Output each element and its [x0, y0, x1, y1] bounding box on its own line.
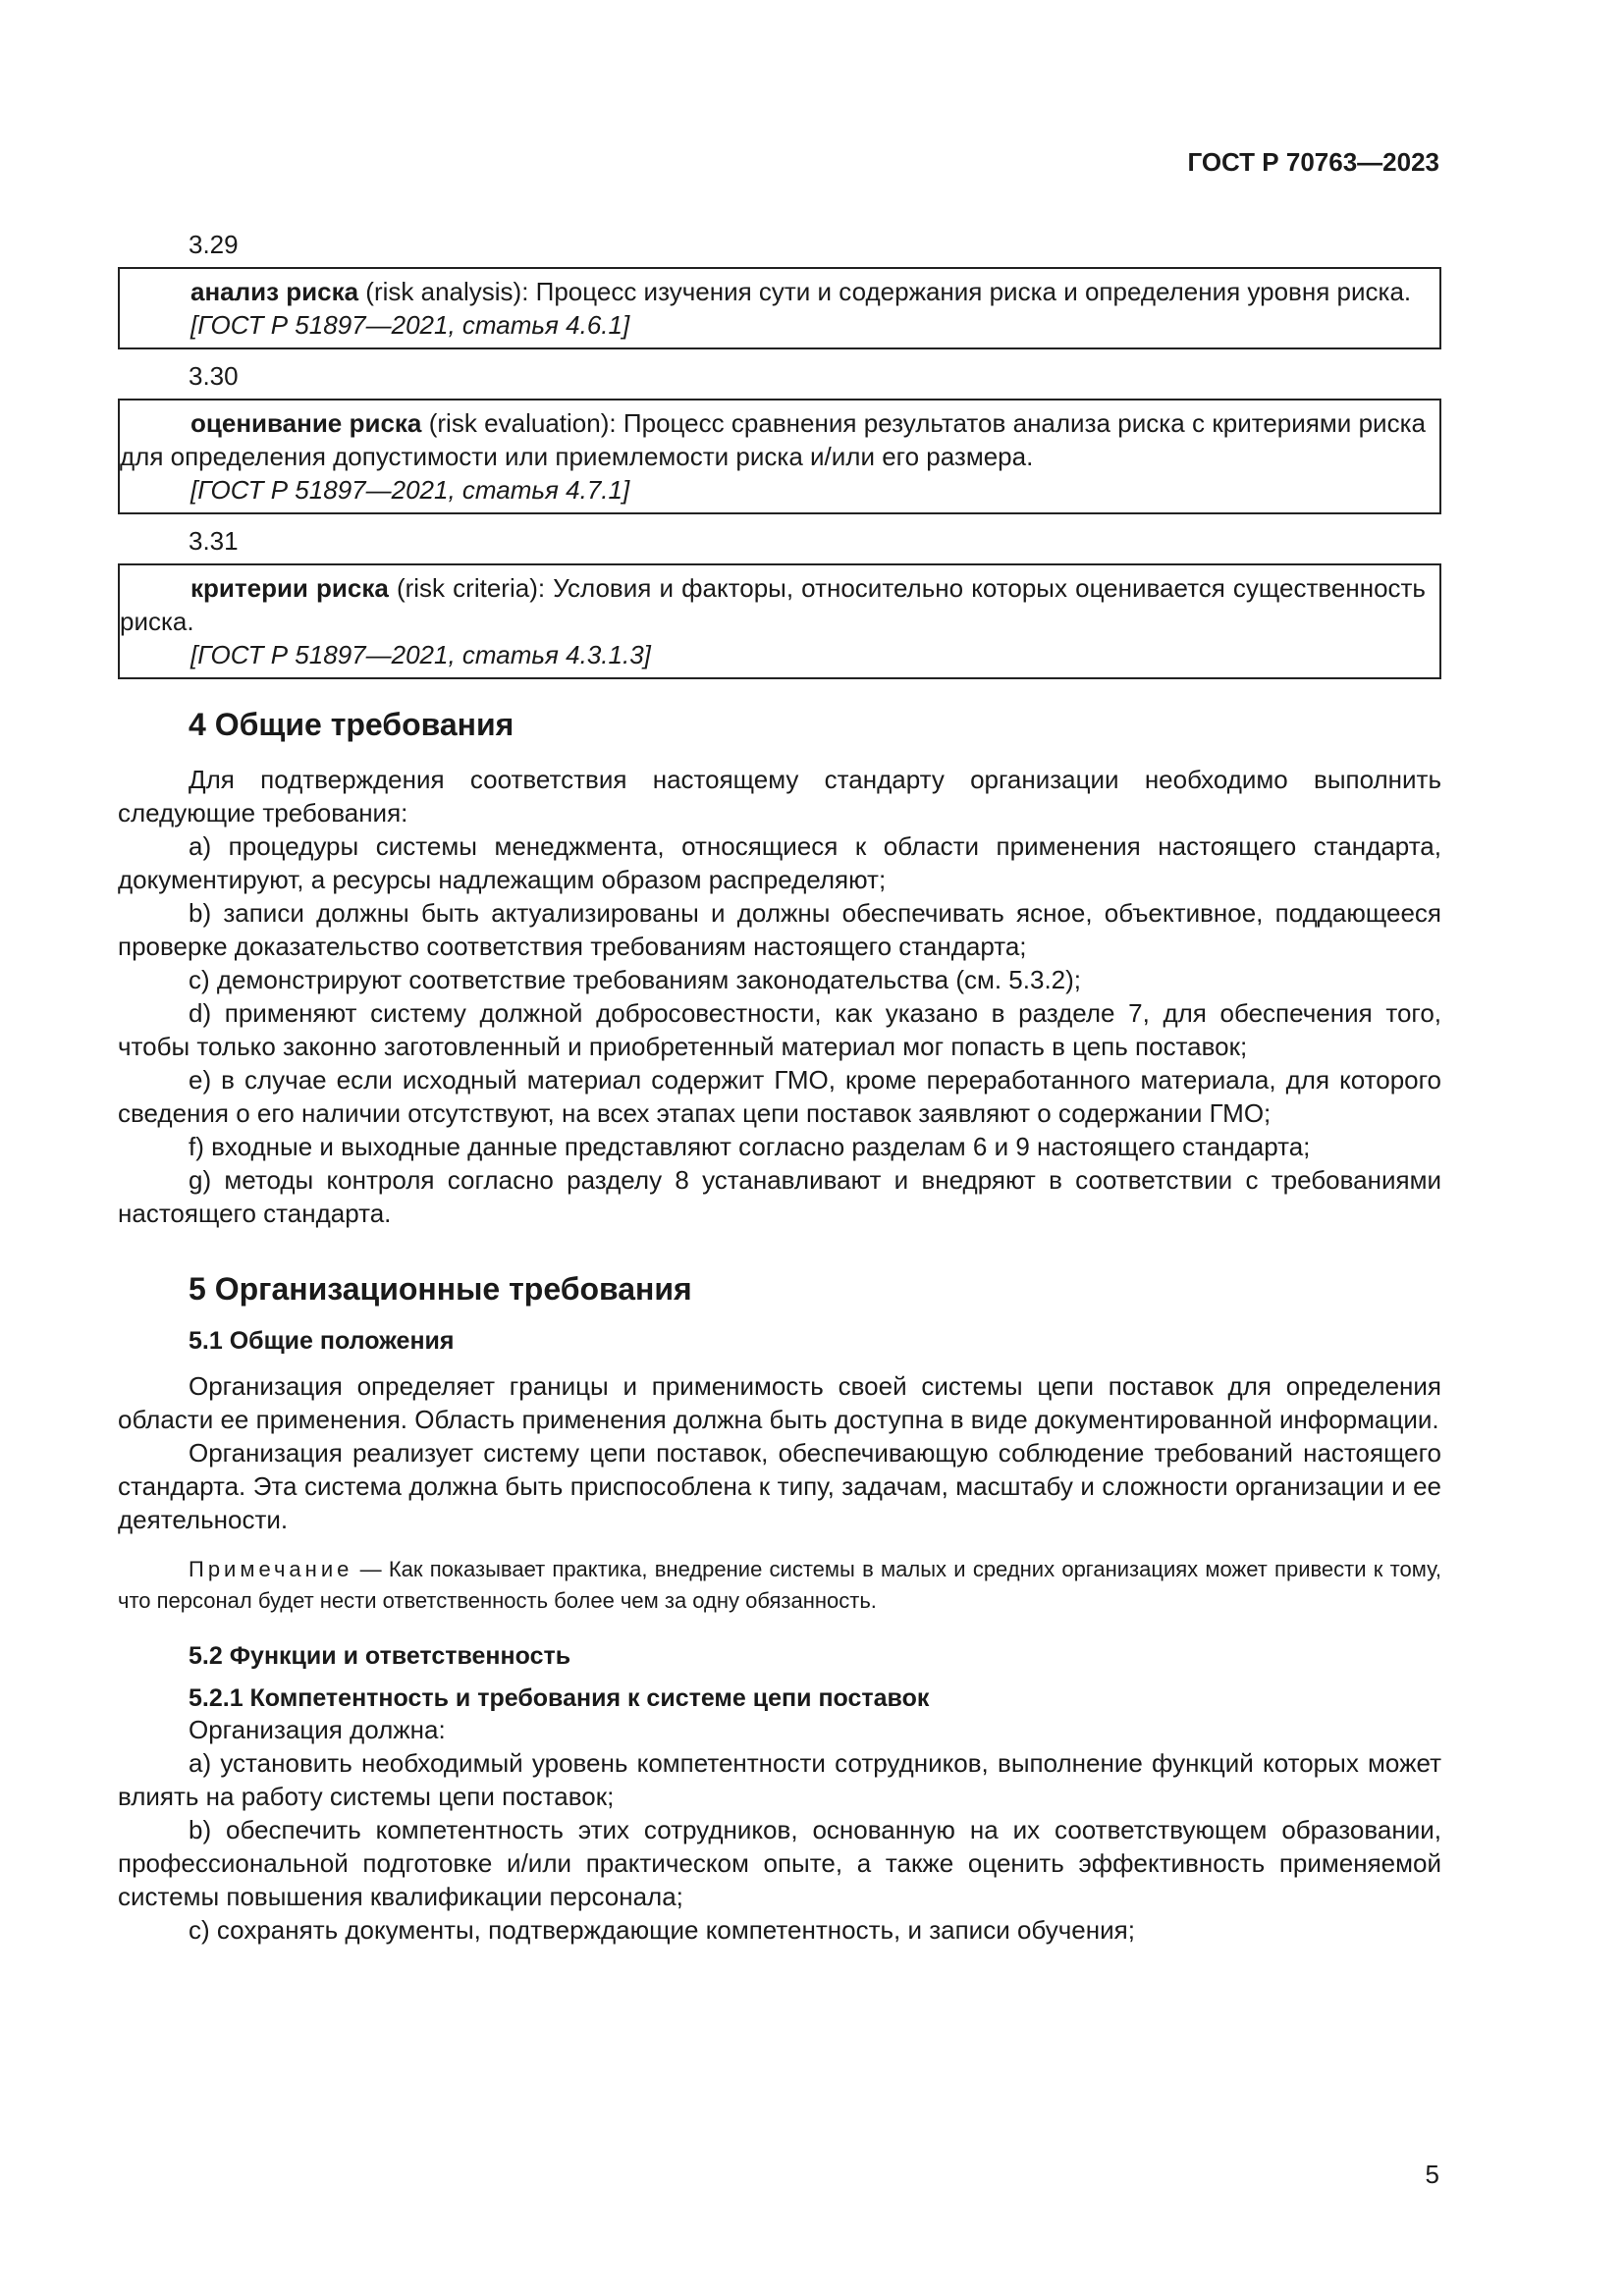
term-definition: критерии риска (risk criteria): Условия и факторы, относительно которых оценивается существенность риска.: [120, 573, 1426, 636]
subsection-5-2-heading: 5.2 Функции и ответственность: [189, 1642, 571, 1670]
term-definition: анализ риска (risk analysis): Процесс изучения сути и содержания риска и определения уровня риска.: [190, 277, 1412, 306]
term-reference: [ГОСТ Р 51897—2021, статья 4.3.1.3]: [190, 640, 651, 669]
page-body: [118, 147, 1441, 1947]
term-box: [118, 399, 1441, 514]
list-item: a) процедуры системы менеджмента, относящиеся к области применения настоящего стандарта, документируют, а ресурсы надлежащим образом распределяют;: [118, 831, 1441, 894]
subsection-5-1-heading: 5.1 Общие положения: [189, 1327, 455, 1355]
list-item: g) методы контроля согласно разделу 8 устанавливают и внедряют в соответствии с требованиями настоящего стандарта.: [118, 1165, 1441, 1228]
term-number: 3.29: [189, 230, 239, 259]
document-id-header: ГОСТ Р 70763—2023: [1187, 147, 1439, 177]
page-number: 5: [1425, 2160, 1439, 2189]
term-reference: [ГОСТ Р 51897—2021, статья 4.6.1]: [190, 310, 630, 340]
subsection-5-2-1-heading: 5.2.1 Компетентность и требования к системе цепи поставок: [189, 1684, 930, 1712]
list-item: b) записи должны быть актуализированы и должны обеспечивать ясное, объективное, поддающееся проверке доказательство соответствия требованиям настоящего стандарта;: [118, 898, 1441, 961]
note: Примечание — Как показывает практика, внедрение системы в малых и средних организациях может привести к тому, что персонал будет нести ответственность более чем за одну обязанность.: [118, 1557, 1441, 1613]
term-box: [118, 267, 1441, 349]
list-item: c) сохранять документы, подтверждающие компетентность, и записи обучения;: [189, 1915, 1135, 1945]
term-name: критерии риска: [190, 573, 389, 603]
paragraph: Организация определяет границы и применимость своей системы цепи поставок для определения области ее применения. Область применения должна быть доступна в виде документированной информации.: [118, 1371, 1441, 1434]
paragraph: Организация реализует систему цепи поставок, обеспечивающую соблюдение требований настоящего стандарта. Эта система должна быть приспособлена к типу, задачам, масштабу и сложности организации и ее деятельности.: [118, 1438, 1441, 1534]
term-number: 3.30: [189, 361, 239, 391]
term-reference: [ГОСТ Р 51897—2021, статья 4.7.1]: [190, 475, 630, 505]
list-item: e) в случае если исходный материал содержит ГМО, кроме переработанного материала, для которого сведения о его наличии отсутствуют, на всех этапах цепи поставок заявляют о содержании ГМО;: [118, 1065, 1441, 1128]
list-item: b) обеспечить компетентность этих сотрудников, основанную на их соответствующем образовании, профессиональной подготовке и/или практическом опыте, а также оценить эффективность применяемой системы повышения квалификации персонала;: [118, 1815, 1441, 1911]
term-name: оценивание риска: [190, 408, 422, 438]
paragraph: Организация должна:: [189, 1715, 446, 1744]
note-label: Примечание: [189, 1557, 353, 1581]
term-definition: оценивание риска (risk evaluation): Процесс сравнения результатов анализа риска с критериями риска для определения допустимости или приемлемости риска и/или его размера.: [120, 408, 1426, 471]
list-item: f) входные и выходные данные представляют согласно разделам 6 и 9 настоящего стандарта;: [189, 1132, 1311, 1161]
term-name: анализ риска: [190, 277, 359, 306]
term-number: 3.31: [189, 526, 239, 556]
list-item: a) установить необходимый уровень компетентности сотрудников, выполнение функций которых может влиять на работу системы цепи поставок;: [118, 1748, 1441, 1811]
term-box: [118, 563, 1441, 679]
section-5-heading: 5 Организационные требования: [189, 1271, 692, 1307]
section-4-intro: Для подтверждения соответствия настоящему стандарту организации необходимо выполнить следующие требования:: [118, 765, 1441, 828]
list-item: c) демонстрируют соответствие требованиям законодательства (см. 5.3.2);: [189, 965, 1082, 994]
list-item: d) применяют систему должной добросовестности, как указано в разделе 7, для обеспечения того, чтобы только законно заготовленный и приобретенный материал мог попасть в цепь поставок;: [118, 998, 1441, 1061]
section-4-heading: 4 Общие требования: [189, 707, 514, 742]
